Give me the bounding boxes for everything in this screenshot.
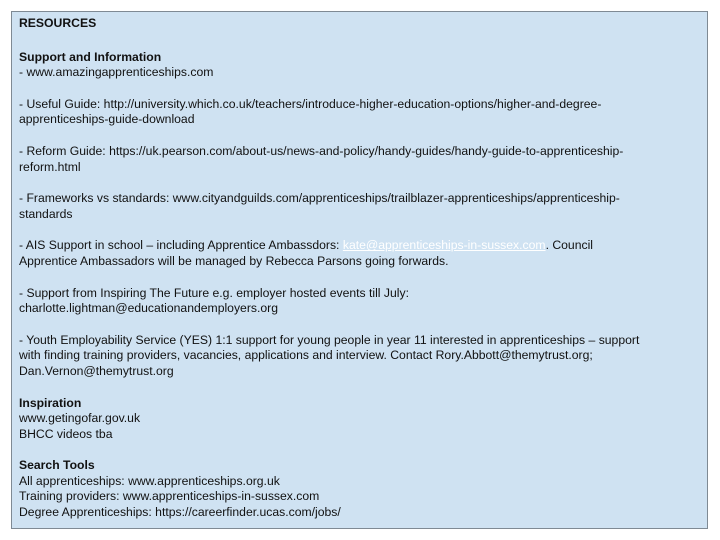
- item-text: - Support from Inspiring The Future e.g. employer hosted events till July:: [19, 285, 409, 300]
- list-item: [19, 333, 700, 380]
- list-item: [19, 191, 700, 222]
- item-text: - Reform Guide: https://uk.pearson.com/about-us/news-and-policy/handy-guides/handy-guide-to-apprenticeship-: [19, 143, 624, 158]
- item-text: - www.amazingapprenticeships.com: [19, 65, 214, 80]
- search-tools-line: Training providers: www.apprenticeships-in-sussex.com: [19, 489, 320, 504]
- item-text: with finding training providers, vacancies, applications and interview. Contact Rory.Abbott@themytrust.org;: [19, 348, 593, 363]
- search-tools-section: [19, 458, 700, 520]
- item-text: - Youth Employability Service (YES) 1:1 support for young people in year 11 interested in apprenticeships – support: [19, 332, 640, 347]
- search-tools-line: All apprenticeships: www.apprenticeships.org.uk: [19, 473, 280, 488]
- inspiration-line: www.getingofar.gov.uk: [19, 411, 141, 426]
- inspiration-section: [19, 396, 700, 443]
- list-item: [19, 65, 700, 81]
- item-text: apprenticeships-guide-download: [19, 112, 195, 127]
- list-item-ais: [19, 238, 700, 269]
- item-text: - Frameworks vs standards: www.cityandguilds.com/apprenticeships/trailblazer-apprenticeships/apprenticeship-: [19, 191, 620, 206]
- page-title: RESOURCES: [19, 16, 97, 30]
- item-text: - Useful Guide: http://university.which.co.uk/teachers/introduce-higher-education-options/higher-and-degree-: [19, 96, 602, 111]
- list-item: [19, 286, 700, 317]
- search-tools-heading: Search Tools: [19, 458, 95, 473]
- search-tools-line: Degree Apprenticeships: https://careerfinder.ucas.com/jobs/: [19, 505, 341, 520]
- item-text: charlotte.lightman@educationandemployers.org: [19, 301, 278, 316]
- ais-suffix: . Council: [545, 238, 593, 253]
- list-item: [19, 97, 700, 128]
- inspiration-line: BHCC videos tba: [19, 426, 113, 441]
- resources-panel: [11, 11, 708, 529]
- ais-prefix: - AIS Support in school – including Apprentice Ambassdors:: [19, 238, 343, 253]
- support-heading: Support and Information: [19, 49, 162, 64]
- list-item: [19, 144, 700, 175]
- ais-email-link[interactable]: kate@apprenticeships-in-sussex.com: [342, 238, 546, 253]
- item-text: [19, 238, 700, 254]
- item-text: Dan.Vernon@themytrust.org: [19, 363, 174, 378]
- item-text: standards: [19, 206, 73, 221]
- item-text: reform.html: [19, 159, 81, 174]
- inspiration-heading: Inspiration: [19, 395, 82, 410]
- item-text: Apprentice Ambassadors will be managed by Rebecca Parsons going forwards.: [19, 253, 449, 268]
